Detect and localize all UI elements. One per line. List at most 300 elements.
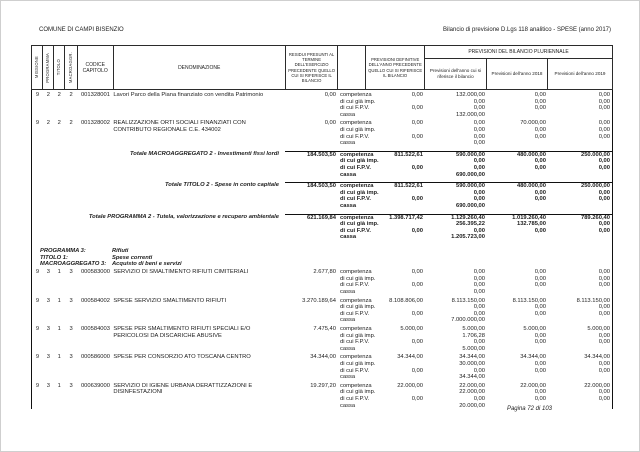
amount-anno-riferimento: 34.344,00 — [459, 354, 485, 361]
residui-amount — [285, 339, 338, 346]
amount-line-imp — [285, 221, 612, 228]
phase-label: competenza — [339, 382, 372, 389]
amount-anno-riferimento: 30.000,00 — [459, 360, 485, 367]
amount-2019 — [548, 140, 612, 147]
amount-line-cassa — [285, 317, 612, 324]
amount-anno-riferimento: 1.706,28 — [462, 332, 485, 339]
amount-2018 — [487, 317, 548, 324]
phase-label: di cui già imp. — [339, 389, 376, 396]
amount-line-imp — [285, 127, 612, 134]
page-number: Pagina 72 di 103 — [506, 406, 552, 412]
amount-prev-definitive — [366, 203, 425, 210]
amount-line-cassa — [285, 403, 612, 410]
amount-prev-definitive: 0,00 — [411, 367, 423, 374]
amount-anno-riferimento: 132.000,00 — [455, 111, 485, 118]
amount-anno-riferimento: 0,00 — [473, 140, 485, 147]
amount-anno-riferimento: 0,00 — [473, 282, 485, 289]
amount-line-competenza — [285, 269, 612, 276]
phase-label: cassa — [339, 374, 356, 381]
amount-2019 — [548, 172, 612, 179]
column-header-anno-2019: Previsioni dell'anno 2019 — [554, 71, 606, 77]
amount-2018: 34.344,00 — [520, 354, 546, 361]
phase-label: di cui già imp. — [340, 221, 379, 228]
column-header-anno-riferimento: Previsioni dell'anno cui si riferisce il bilancio — [425, 59, 487, 89]
amount-block — [285, 383, 612, 409]
residui-amount — [285, 127, 338, 134]
phase-label: di cui già imp. — [339, 360, 376, 367]
amount-2019: 0,00 — [598, 92, 610, 98]
amount-prev-definitive: 0,00 — [411, 395, 423, 402]
phase-label: di cui già imp. — [339, 332, 376, 339]
amount-anno-riferimento: 256.395,22 — [455, 221, 485, 228]
amount-2018: 5.000,00 — [523, 326, 546, 333]
amount-prev-definitive — [366, 112, 425, 119]
residui-amount: 621.169,84 — [306, 214, 336, 221]
table-row-totale — [32, 182, 612, 209]
residui-amount — [285, 234, 338, 241]
amount-2019 — [548, 317, 612, 324]
residui-amount — [285, 361, 338, 368]
amount-anno-riferimento: 1.129.260,40 — [451, 214, 485, 221]
amount-2018: 0,00 — [534, 282, 546, 289]
amount-prev-definitive — [366, 289, 425, 296]
residui-amount — [285, 276, 338, 283]
amount-line-fpv — [285, 368, 612, 375]
amount-block — [285, 269, 612, 295]
amount-anno-riferimento: 590.000,00 — [455, 151, 485, 158]
amount-anno-riferimento: 0,00 — [473, 227, 485, 234]
amount-2018: 0,00 — [534, 269, 546, 276]
amount-2019 — [548, 374, 612, 381]
amount-anno-riferimento: 5.000,00 — [462, 345, 485, 352]
phase-label: di cui già imp. — [339, 98, 376, 105]
missione-cell: 9 — [35, 382, 40, 389]
phase-label: competenza — [340, 151, 374, 158]
titolo-cell: 1 — [57, 326, 61, 333]
amount-2018 — [487, 289, 548, 296]
amount-2018: 70.000,00 — [520, 120, 546, 127]
amount-line-fpv — [285, 228, 612, 235]
titolo-cell: 1 — [57, 269, 61, 276]
amount-2018: 1.019.260,40 — [512, 214, 546, 221]
residui-amount — [285, 282, 338, 289]
amount-2018: 132.785,00 — [516, 221, 546, 228]
residui-amount — [285, 289, 338, 296]
residui-amount — [285, 203, 338, 210]
amount-2019: 0,00 — [598, 360, 610, 367]
amount-block — [285, 214, 612, 241]
denominazione-cell: SPESE PER SMALTIMENTO RIFIUTI SPECIALI E/O PERICOLOSI DA DISCARICHE ABUSIVE — [113, 326, 251, 339]
amount-2019: 0,00 — [598, 227, 610, 234]
residui-amount — [285, 403, 338, 410]
amount-2018: 0,00 — [534, 133, 546, 140]
phase-label: competenza — [339, 269, 372, 276]
phase-label: di cui F.P.V. — [339, 282, 370, 289]
phase-label: cassa — [339, 317, 356, 324]
macroaggr-cell: 2 — [69, 120, 73, 127]
residui-amount — [285, 304, 338, 311]
amount-block — [285, 298, 612, 324]
amount-block — [285, 151, 612, 178]
amount-anno-riferimento: 690.000,00 — [455, 171, 485, 178]
residui-amount — [285, 346, 338, 353]
residui-amount: 0,00 — [324, 92, 336, 98]
phase-label: di cui già imp. — [339, 304, 376, 311]
amount-prev-definitive: 0,00 — [411, 269, 423, 276]
titolo-cell: 2 — [57, 120, 61, 127]
amount-2018 — [487, 346, 548, 353]
amount-line-competenza — [285, 354, 612, 361]
codice-cell: 000586000 — [80, 354, 110, 361]
budget-table — [31, 45, 613, 411]
column-header-anno-2018: Previsioni dell'anno 2018 — [487, 59, 548, 89]
amount-line-competenza — [285, 183, 612, 190]
residui-amount — [285, 165, 338, 172]
amount-2018 — [487, 374, 548, 381]
amount-2018: 0,00 — [534, 189, 546, 196]
amount-block — [285, 120, 612, 146]
phase-label: cassa — [340, 234, 357, 241]
amount-prev-definitive — [366, 403, 425, 410]
residui-amount — [285, 172, 338, 179]
phase-label: di cui F.P.V. — [339, 367, 370, 374]
phase-label: competenza — [339, 120, 372, 127]
phase-label: competenza — [340, 214, 374, 221]
amount-2019: 0,00 — [598, 332, 610, 339]
phase-label: di cui F.P.V. — [339, 133, 370, 140]
column-header-denominazione: DENOMINAZIONE — [114, 46, 286, 89]
missione-cell: 9 — [35, 354, 40, 361]
column-header-missione-label: MISSIONE — [34, 56, 40, 79]
section-line-value: Acquisto di beni e servizi — [112, 261, 182, 268]
amount-line-cassa — [285, 172, 612, 179]
amount-2018: 0,00 — [534, 367, 546, 374]
phase-label: di cui già imp. — [340, 189, 379, 196]
amount-anno-riferimento: 1.205.723,00 — [451, 234, 485, 241]
amount-prev-definitive — [366, 221, 425, 228]
amount-2018: 22.000,00 — [520, 382, 546, 389]
phase-label: competenza — [340, 183, 374, 190]
amount-anno-riferimento: 0,00 — [473, 269, 485, 276]
amount-prev-definitive — [366, 172, 425, 179]
phase-label: di cui F.P.V. — [340, 227, 371, 234]
amount-line-imp — [285, 158, 612, 165]
missione-cell: 9 — [35, 120, 40, 127]
programma-cell: 3 — [46, 354, 50, 361]
programma-cell: 2 — [46, 92, 50, 98]
residui-amount — [285, 158, 338, 165]
amount-2018: 0,00 — [534, 310, 546, 317]
amount-prev-definitive — [366, 140, 425, 147]
totale-label: Totale TITOLO 2 - Spese in conto capitale — [164, 182, 279, 189]
column-header-programma — [43, 46, 54, 89]
amount-2018: 0,00 — [534, 92, 546, 98]
residui-amount — [285, 140, 338, 147]
amount-anno-riferimento: 0,00 — [473, 98, 485, 105]
amount-line-fpv — [285, 282, 612, 289]
amount-anno-riferimento: 0,00 — [473, 126, 485, 133]
column-header-macroaggr-label: MACROAGGR. — [68, 51, 74, 84]
amount-line-competenza — [285, 92, 612, 99]
residui-amount — [285, 333, 338, 340]
amount-anno-riferimento: 0,00 — [473, 158, 485, 165]
amount-anno-riferimento: 0,00 — [473, 339, 485, 346]
residui-amount — [285, 105, 338, 112]
amount-prev-definitive — [366, 333, 425, 340]
amount-line-imp — [285, 190, 612, 197]
amount-2019: 22.000,00 — [584, 382, 610, 389]
programma-cell: 3 — [46, 297, 50, 304]
amount-2019 — [548, 234, 612, 241]
amount-2019: 0,00 — [598, 158, 610, 165]
amount-2019 — [548, 289, 612, 296]
amount-prev-definitive: 5.000,00 — [400, 326, 423, 333]
amount-2019: 0,00 — [598, 275, 610, 282]
residui-amount — [285, 311, 338, 318]
section-line — [40, 255, 612, 262]
amount-prev-definitive: 811.522,61 — [394, 151, 423, 158]
residui-amount — [285, 374, 338, 381]
amount-anno-riferimento: 0,00 — [473, 289, 485, 296]
amount-2018: 0,00 — [534, 196, 546, 203]
amount-line-imp — [285, 333, 612, 340]
amount-prev-definitive: 0,00 — [411, 164, 423, 171]
amount-prev-definitive — [366, 389, 425, 396]
amount-2018: 0,00 — [534, 98, 546, 105]
amount-anno-riferimento: 22.000,00 — [459, 389, 485, 396]
column-header-phase — [338, 46, 366, 89]
residui-amount: 184.503,50 — [306, 151, 336, 158]
residui-amount — [285, 317, 338, 324]
amount-2019 — [548, 403, 612, 410]
phase-label: cassa — [339, 402, 356, 409]
document-entity-title: COMUNE DI CAMPI BISENZIO — [39, 27, 124, 33]
amount-line-imp — [285, 99, 612, 106]
amount-block — [285, 92, 612, 118]
amount-2018: 0,00 — [534, 360, 546, 367]
amount-prev-definitive: 0,00 — [411, 120, 423, 127]
amount-line-cassa — [285, 203, 612, 210]
amount-prev-definitive: 8.108.806,00 — [389, 297, 423, 304]
amount-anno-riferimento: 0,00 — [473, 275, 485, 282]
amount-2018: 0,00 — [534, 332, 546, 339]
totale-label: Totale MACROAGGREGATO 2 - Investimenti fissi lordi — [129, 150, 279, 157]
amount-2019: 0,00 — [598, 98, 610, 105]
phase-label: di cui F.P.V. — [339, 395, 370, 402]
phase-label: di cui F.P.V. — [339, 105, 370, 112]
amount-anno-riferimento: 132.000,00 — [455, 92, 485, 98]
amount-2019: 0,00 — [598, 269, 610, 276]
section-line-value: Rifiuti — [112, 247, 129, 254]
residui-amount: 0,00 — [324, 120, 336, 127]
amount-prev-definitive: 0,00 — [411, 92, 423, 98]
amount-2019 — [548, 112, 612, 119]
amount-line-cassa — [285, 112, 612, 119]
amount-line-cassa — [285, 346, 612, 353]
amount-anno-riferimento: 22.000,00 — [459, 382, 485, 389]
amount-line-cassa — [285, 374, 612, 381]
amount-2018 — [487, 112, 548, 119]
phase-label: di cui F.P.V. — [340, 196, 371, 203]
amount-prev-definitive: 0,00 — [411, 310, 423, 317]
amount-prev-definitive: 0,00 — [411, 282, 423, 289]
denominazione-cell: REALIZZAZIONE ORTI SOCIALI FINANZIATI CON CONTRIBUTO REGIONALE C.E. 434002 — [113, 120, 246, 133]
amount-2019 — [548, 346, 612, 353]
amount-line-cassa — [285, 140, 612, 147]
residui-amount — [285, 112, 338, 119]
phase-label: competenza — [339, 354, 372, 361]
table-row-capitolo — [32, 92, 612, 118]
denominazione-cell: SERVIZIO DI SMALTIMENTO RIFIUTI CIMITERIALI — [113, 269, 249, 276]
amount-2019: 34.344,00 — [584, 354, 610, 361]
amount-line-competenza — [285, 298, 612, 305]
amount-line-competenza — [285, 383, 612, 390]
amount-prev-definitive: 1.398.717,42 — [389, 214, 423, 221]
titolo-cell: 1 — [57, 354, 61, 361]
residui-amount: 184.503,50 — [306, 183, 336, 190]
programma-cell: 3 — [46, 382, 50, 389]
amount-block — [285, 182, 612, 209]
amount-anno-riferimento: 0,00 — [473, 196, 485, 203]
column-header-titolo — [54, 46, 65, 89]
amount-prev-definitive: 0,00 — [411, 227, 423, 234]
residui-amount: 3.270.189,64 — [302, 297, 336, 304]
phase-label: di cui già imp. — [340, 158, 379, 165]
codice-cell: 001328001 — [80, 92, 110, 98]
amount-anno-riferimento: 0,00 — [473, 105, 485, 112]
codice-cell: 000584002 — [80, 297, 110, 304]
residui-amount — [285, 396, 338, 403]
amount-anno-riferimento: 0,00 — [473, 133, 485, 140]
column-header-codice: CODICE CAPITOLO — [78, 46, 114, 89]
column-group-pluriennale — [425, 46, 612, 89]
column-header-previsioni-definitive: PREVISIONI DEFINITIVE DELL'ANNO PRECEDENTE QUELLO CUI SI RIFERISCE IL BILANCIO — [366, 46, 425, 89]
amount-line-competenza — [285, 326, 612, 333]
codice-cell: 000584003 — [80, 326, 110, 333]
amount-2019: 250.000,00 — [580, 183, 610, 190]
phase-label: cassa — [340, 202, 357, 209]
amount-anno-riferimento: 0,00 — [473, 189, 485, 196]
amount-prev-definitive: 0,00 — [411, 196, 423, 203]
phase-label: competenza — [339, 297, 372, 304]
amount-2019: 789.260,40 — [580, 214, 610, 221]
amount-prev-definitive: 22.000,00 — [397, 382, 423, 389]
amount-prev-definitive: 0,00 — [411, 105, 423, 112]
amount-anno-riferimento: 0,00 — [473, 367, 485, 374]
amount-line-fpv — [285, 196, 612, 203]
amount-2018: 480.000,00 — [516, 183, 546, 190]
phase-label: di cui già imp. — [339, 275, 376, 282]
amount-line-fpv — [285, 311, 612, 318]
amount-anno-riferimento: 590.000,00 — [455, 183, 485, 190]
amount-2019: 0,00 — [598, 196, 610, 203]
amount-2019: 0,00 — [598, 120, 610, 127]
macroaggr-cell: 3 — [69, 354, 73, 361]
amount-2019: 250.000,00 — [580, 151, 610, 158]
table-row-capitolo — [32, 326, 612, 352]
residui-amount — [285, 368, 338, 375]
amount-line-imp — [285, 304, 612, 311]
table-row-capitolo — [32, 120, 612, 146]
section-line-value: Spese correnti — [112, 254, 153, 261]
missione-cell: 9 — [35, 297, 40, 304]
amount-2018: 8.113.150,00 — [512, 297, 546, 304]
amount-2019: 0,00 — [598, 339, 610, 346]
section-line-label: TITOLO 1: — [40, 254, 68, 261]
phase-label: cassa — [339, 140, 356, 147]
section-line — [40, 248, 612, 255]
amount-2019: 0,00 — [598, 367, 610, 374]
amount-line-competenza — [285, 215, 612, 222]
amount-2019 — [548, 203, 612, 210]
amount-2018: 0,00 — [534, 158, 546, 165]
table-row-totale — [32, 214, 612, 241]
amount-anno-riferimento: 0,00 — [473, 164, 485, 171]
amount-line-imp — [285, 361, 612, 368]
macroaggr-cell: 3 — [69, 269, 73, 276]
missione-cell: 9 — [35, 92, 40, 98]
residui-amount — [285, 221, 338, 228]
macroaggr-cell: 3 — [69, 382, 73, 389]
amount-prev-definitive — [366, 99, 425, 106]
amount-line-fpv — [285, 339, 612, 346]
phase-label: competenza — [339, 92, 372, 98]
amount-anno-riferimento: 0,00 — [473, 120, 485, 127]
amount-line-fpv — [285, 396, 612, 403]
residui-amount — [285, 196, 338, 203]
macroaggr-cell: 3 — [69, 297, 73, 304]
totale-label: Totale PROGRAMMA 2 - Tutela, valorizzazione e recupero ambientale — [88, 213, 279, 220]
titolo-cell: 2 — [57, 92, 61, 98]
phase-label: di cui F.P.V. — [339, 310, 370, 317]
amount-2018: 0,00 — [534, 339, 546, 346]
table-row-capitolo — [32, 298, 612, 324]
codice-cell: 000639000 — [80, 382, 110, 389]
denominazione-cell: SPESE PER CONSORZIO ATO TOSCANA CENTRO — [113, 354, 251, 361]
codice-cell: 000583000 — [80, 269, 110, 276]
amount-2018 — [487, 203, 548, 210]
table-body — [31, 90, 613, 409]
denominazione-cell: SERVIZIO DI IGIENE URBANA DERATTIZZAZIONI E DISINFESTAZIONI — [113, 382, 253, 396]
amount-prev-definitive — [366, 127, 425, 134]
amount-2019: 0,00 — [598, 105, 610, 112]
amount-2018: 0,00 — [534, 389, 546, 396]
phase-label: di cui F.P.V. — [339, 339, 370, 346]
residui-amount — [285, 134, 338, 141]
amount-2018 — [487, 234, 548, 241]
amount-2018 — [487, 172, 548, 179]
amount-2018: 0,00 — [534, 304, 546, 311]
column-header-missione — [32, 46, 43, 89]
amount-anno-riferimento: 0,00 — [473, 310, 485, 317]
table-row-totale — [32, 151, 612, 178]
amount-prev-definitive — [366, 234, 425, 241]
table-header — [31, 45, 613, 90]
residui-amount: 34.344,00 — [310, 354, 336, 361]
amount-anno-riferimento: 34.344,00 — [459, 374, 485, 381]
section-line-label: PROGRAMMA 3: — [40, 247, 86, 254]
amount-2019: 0,00 — [598, 395, 610, 402]
amount-2018: 0,00 — [534, 126, 546, 133]
residui-amount: 7.475,40 — [313, 326, 336, 333]
programma-cell: 3 — [46, 326, 50, 333]
amount-prev-definitive — [366, 361, 425, 368]
amount-anno-riferimento: 0,00 — [473, 395, 485, 402]
programma-cell: 2 — [46, 120, 50, 127]
amount-anno-riferimento: 0,00 — [473, 304, 485, 311]
phase-label: cassa — [339, 345, 356, 352]
amount-2018: 0,00 — [534, 395, 546, 402]
